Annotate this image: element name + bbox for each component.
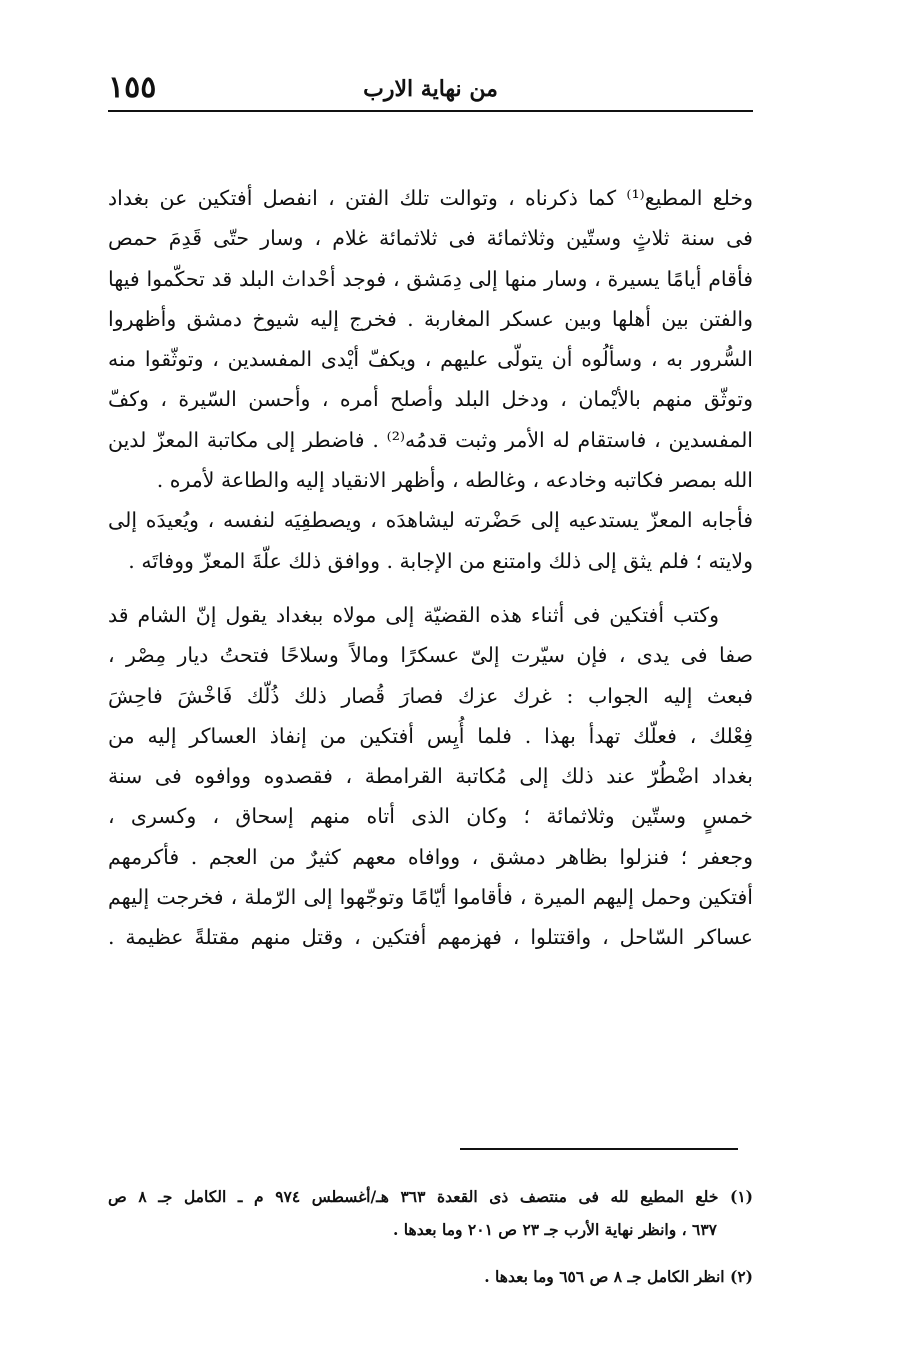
header-rule bbox=[108, 110, 753, 112]
text-line: فى سنة ثلاثٍ وستّين وثلاثمائة فى ثلاثمائة غلام ، وسار حتّى قَدِمَ حمص bbox=[108, 226, 753, 251]
text-line: خمسٍ وستّين وثلاثمائة ؛ وكان الذى أتاه منهم إسحاق ، وكسرى ، bbox=[108, 804, 753, 829]
text-line: ولايته ؛ فلم يثق إلى ذلك وامتنع من الإجابة . ووافق ذلك علّةَ المعزّ ووفاتَه . bbox=[128, 548, 753, 573]
footnote-1-line-2: ٦٣٧ ، وانظر نهاية الأرب جـ ٢٣ ص ٢٠١ وما بعدها . bbox=[393, 1220, 717, 1239]
footnote-rule bbox=[460, 1148, 738, 1150]
text-line: فِعْلك ، فعلّك تهدأ بهذا . فلما أُيِس أفتكين من إنفاذ العساكر إليه من bbox=[108, 723, 753, 748]
text-line: عساكر السّاحل ، واقتتلوا ، فهزمهم أفتكين ، وقتل منهم مقتلةً عظيمة . bbox=[108, 925, 753, 950]
page-header bbox=[108, 62, 753, 112]
text-line: السُّرور به ، وسألُوه أن يتولّى عليهم ، ويكفّ أيْدى المفسدين ، وتوثّقوا منه bbox=[108, 347, 753, 372]
text-line: المفسدين ، فاستقام له الأمر وثبت قدمُه⁽²⁾ . فاضطر إلى مكاتبة المعزّ لدين bbox=[108, 427, 754, 452]
text-line: وخلع المطيع⁽¹⁾ كما ذكرناه ، وتوالت تلك الفتن ، انفصل أفتكين عن بغداد bbox=[108, 186, 753, 210]
text-line: فأجابه المعزّ يستدعيه إلى حَضْرته ليشاهدَه ، ويصطفِيَه لنفسه ، ويُعيدَه إلى bbox=[108, 508, 753, 533]
footnote-2: (٢) انظر الكامل جـ ٨ ص ٦٥٦ وما بعدها . bbox=[484, 1267, 753, 1286]
footnotes bbox=[108, 1180, 753, 1293]
main-text bbox=[108, 178, 753, 958]
text-line: فبعث إليه الجواب : غرك عزك فصارَ قُصار ذلك ذُلّك فَاخْشَ فاحِشَ bbox=[108, 683, 753, 708]
text-line: الله بمصر فكاتبه وخادعه ، وغالطه ، وأظهر الانقياد إليه والطاعة لأمره . bbox=[156, 468, 753, 493]
text-line: وتوثّق منهم بالأيْمان ، ودخل البلد وأصلح أمره ، وأحسن السّيرة ، وكفّ bbox=[108, 387, 753, 412]
footnote-gap bbox=[108, 1246, 753, 1260]
text-line: أفتكين وحمل إليهم الميرة ، فأقاموا أيّامًا وتوجّهوا إلى الرّملة ، فخرجت إليهم bbox=[108, 885, 753, 910]
text-line: والفتن بين أهلها وبين عسكر المغاربة . فخرج إليه شيوخ دمشق وأظهروا bbox=[108, 306, 753, 331]
page-number: ١٥٥ bbox=[108, 70, 157, 105]
running-title: من نهاية الارب bbox=[363, 76, 498, 102]
text-line: وجعفر ؛ فنزلوا بظاهر دمشق ، ووافاه معهم كثيرٌ من العجم . فأكرمهم bbox=[108, 844, 753, 869]
text-line: بغداد اضْطُرّ عند ذلك إلى مُكاتبة القرامطة ، فقصدوه ووافوه فى سنة bbox=[108, 764, 753, 789]
text-line: فأقام أيامًا يسيرة ، وسار منها إلى دِمَشق ، فوجد أحْداث البلد قد تحكّموا فيها bbox=[108, 266, 753, 291]
paragraph-gap bbox=[108, 581, 753, 595]
text-line: صفا فى يدى ، فإن سيّرت إلىّ عسكرًا ومالاً وسلاحًا فتحتُ ديار مِصْر ، bbox=[108, 643, 753, 668]
text-line: وكتب أفتكين فى أثناء هذه القضيّة إلى مولاه ببغداد يقول إنّ الشام قد bbox=[108, 602, 719, 627]
footnote-1-line-1: (١) خلع المطيع لله فى منتصف ذى القعدة ٣٦٣ هـ/أغسطس ٩٧٤ م ـ الكامل جـ ٨ ص bbox=[108, 1187, 753, 1206]
